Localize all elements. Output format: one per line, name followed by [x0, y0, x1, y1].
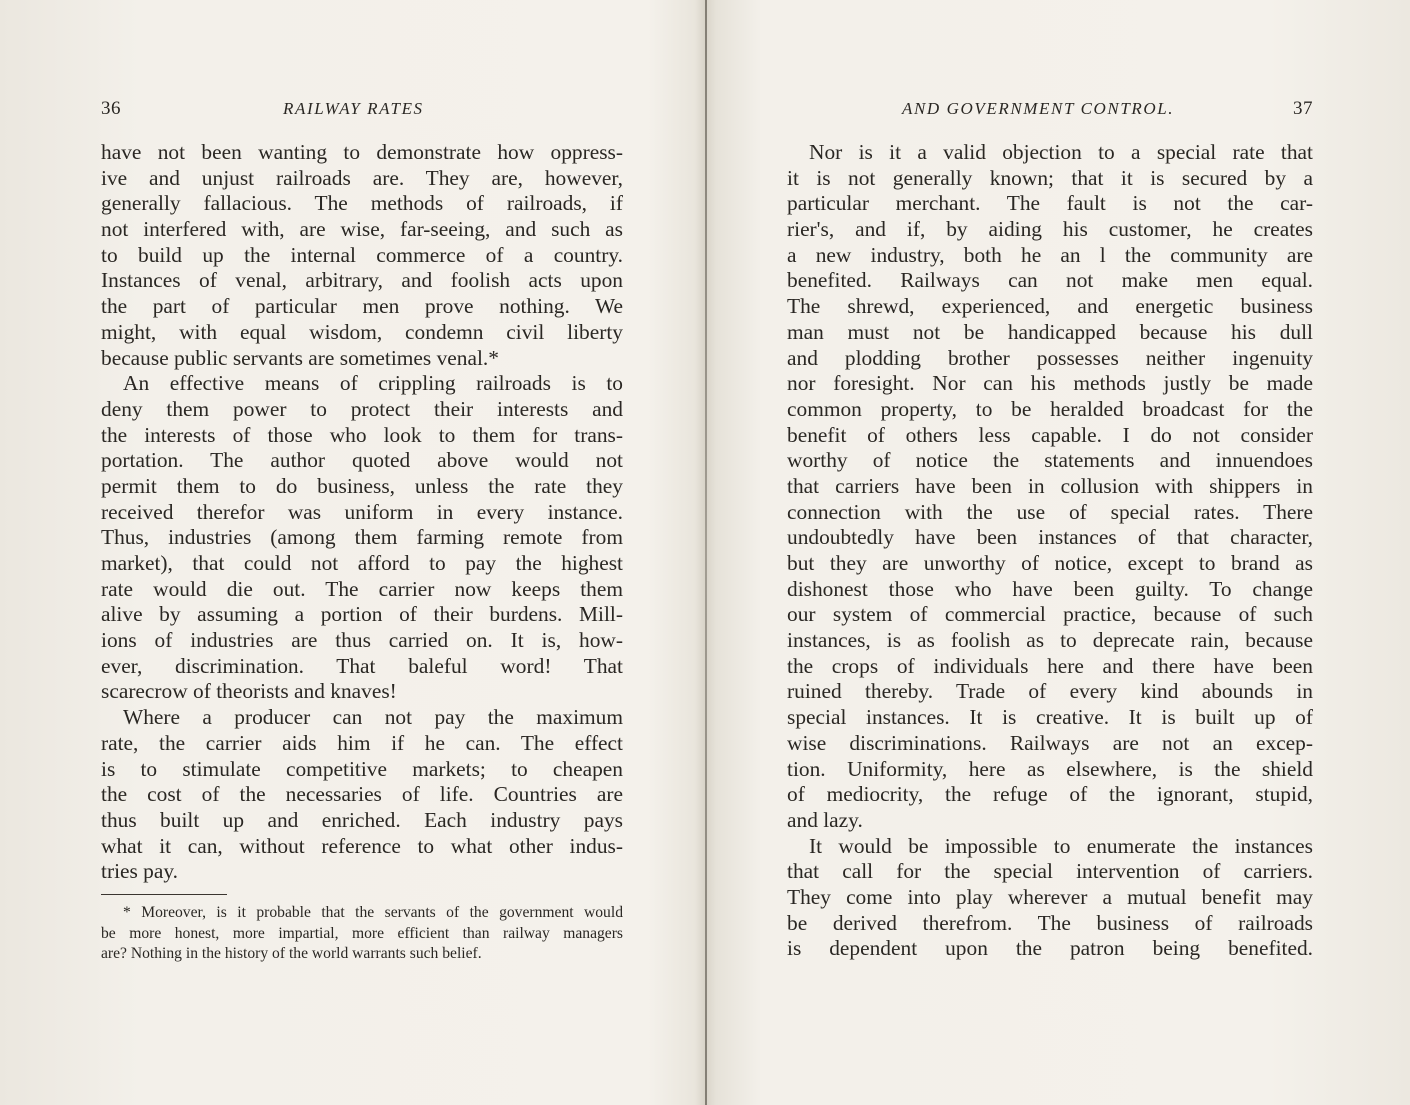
text-line: ions of industries are thus carried on. It is, how- — [101, 628, 623, 653]
left-page-body — [101, 140, 623, 885]
text-line: common property, to be heralded broadcast for the — [787, 396, 1313, 421]
text-line: permit them to do business, unless the rate they — [101, 473, 623, 498]
text-line: not interfered with, are wise, far-seeing, and such as — [101, 217, 623, 242]
footnote-rule — [101, 894, 227, 895]
text-line: it is not generally known; that it is secured by a — [787, 165, 1313, 190]
text-line: of mediocrity, the refuge of the ignorant, stupid, — [787, 782, 1313, 807]
text-line: and plodding brother possesses neither ingenuity — [787, 345, 1313, 370]
text-line: and lazy. — [787, 807, 863, 832]
text-line: but they are unworthy of notice, except to brand as — [787, 551, 1313, 575]
text-line: instances, is as foolish as to deprecate rain, because — [787, 628, 1313, 653]
text-line: the crops of individuals here and there have been — [787, 653, 1313, 678]
text-line: An effective means of crippling railroads is to — [123, 371, 623, 396]
text-line: that carriers have been in collusion with shippers in — [787, 473, 1313, 498]
text-line: that call for the special intervention of carriers. — [787, 859, 1313, 884]
right-page-body — [787, 140, 1313, 962]
text-line: might, with equal wisdom, condemn civil liberty — [101, 319, 623, 344]
text-line: generally fallacious. The methods of railroads, if — [101, 191, 623, 216]
text-line: rier's, and if, by aiding his customer, he creates — [787, 217, 1313, 242]
text-line: undoubtedly have been instances of that character, — [787, 525, 1313, 550]
text-line: scarecrow of theorists and knaves! — [101, 679, 397, 704]
text-line: worthy of notice the statements and innuendoes — [787, 448, 1313, 473]
text-line: * Moreover, is it probable that the servants of the government would — [123, 904, 623, 921]
running-title: RAILWAY RATES — [283, 99, 424, 118]
text-line: benefit of others less capable. I do not consider — [787, 422, 1313, 447]
text-line: Thus, industries (among them farming remote from — [101, 525, 623, 550]
text-line: be derived therefrom. The business of railroads — [787, 910, 1313, 935]
text-line: dishonest those who have been guilty. To change — [787, 576, 1313, 601]
text-line: benefited. Railways can not make men equal. — [787, 268, 1313, 293]
text-line: portation. The author quoted above would not — [101, 448, 623, 473]
text-line: special instances. It is creative. It is built up of — [787, 705, 1313, 730]
text-line: Nor is it a valid objection to a special rate that — [809, 140, 1313, 164]
text-line: Instances of venal, arbitrary, and foolish acts upon — [101, 268, 623, 293]
text-line: are? Nothing in the history of the world warrants such belief. — [101, 945, 482, 962]
text-line: received therefor was uniform in every instance. — [101, 499, 623, 524]
text-line: market), that could not afford to pay the highest — [101, 551, 623, 575]
text-line: to build up the internal commerce of a country. — [101, 242, 623, 267]
text-line: the part of particular men prove nothing. We — [101, 294, 623, 319]
left-page-header — [101, 96, 623, 122]
text-line: The shrewd, experienced, and energetic business — [787, 294, 1313, 319]
text-line: They come into play wherever a mutual benefit may — [787, 884, 1313, 909]
text-line: the cost of the necessaries of life. Countries are — [101, 782, 623, 807]
text-line: thus built up and enriched. Each industry pays — [101, 807, 623, 832]
right-page — [707, 0, 1410, 1105]
text-line: alive by assuming a portion of their burdens. Mill- — [101, 602, 623, 627]
text-line: connection with the use of special rates. There — [787, 499, 1313, 524]
text-line: because public servants are sometimes venal.* — [101, 345, 499, 370]
text-line: tion. Uniformity, here as elsewhere, is the shield — [787, 756, 1313, 781]
text-line: what it can, without reference to what other indus- — [101, 833, 623, 858]
text-line: ever, discrimination. That baleful word! That — [101, 653, 623, 678]
text-line: It would be impossible to enumerate the instances — [809, 833, 1313, 858]
text-line: ruined thereby. Trade of every kind abounds in — [787, 679, 1313, 704]
text-line: man must not be handicapped because his dull — [787, 319, 1313, 344]
footnote — [101, 903, 623, 965]
text-line: Where a producer can not pay the maximum — [123, 705, 623, 730]
text-line: be more honest, more impartial, more efficient than railway managers — [101, 924, 623, 942]
text-line: our system of commercial practice, because of such — [787, 602, 1313, 627]
text-line: deny them power to protect their interests and — [101, 396, 623, 421]
text-line: wise discriminations. Railways are not an excep- — [787, 730, 1313, 755]
text-line: the interests of those who look to them for trans- — [101, 422, 623, 447]
text-line: nor foresight. Nor can his methods justly be made — [787, 371, 1313, 396]
text-line: rate would die out. The carrier now keeps them — [101, 576, 623, 601]
text-line: ive and unjust railroads are. They are, however, — [101, 165, 623, 190]
page-number: 36 — [101, 98, 121, 119]
text-line: rate, the carrier aids him if he can. The effect — [101, 730, 623, 755]
right-page-header — [787, 96, 1313, 122]
text-line: have not been wanting to demonstrate how oppress- — [101, 140, 623, 164]
page-number: 37 — [1293, 98, 1313, 119]
text-line: tries pay. — [101, 859, 179, 884]
text-line: is dependent upon the patron being benefited. — [787, 936, 1313, 961]
text-line: is to stimulate competitive markets; to cheapen — [101, 756, 623, 781]
running-title: AND GOVERNMENT CONTROL. — [902, 99, 1175, 118]
text-line: particular merchant. The fault is not the car- — [787, 191, 1313, 216]
text-line: a new industry, both he an l the community are — [787, 242, 1313, 267]
